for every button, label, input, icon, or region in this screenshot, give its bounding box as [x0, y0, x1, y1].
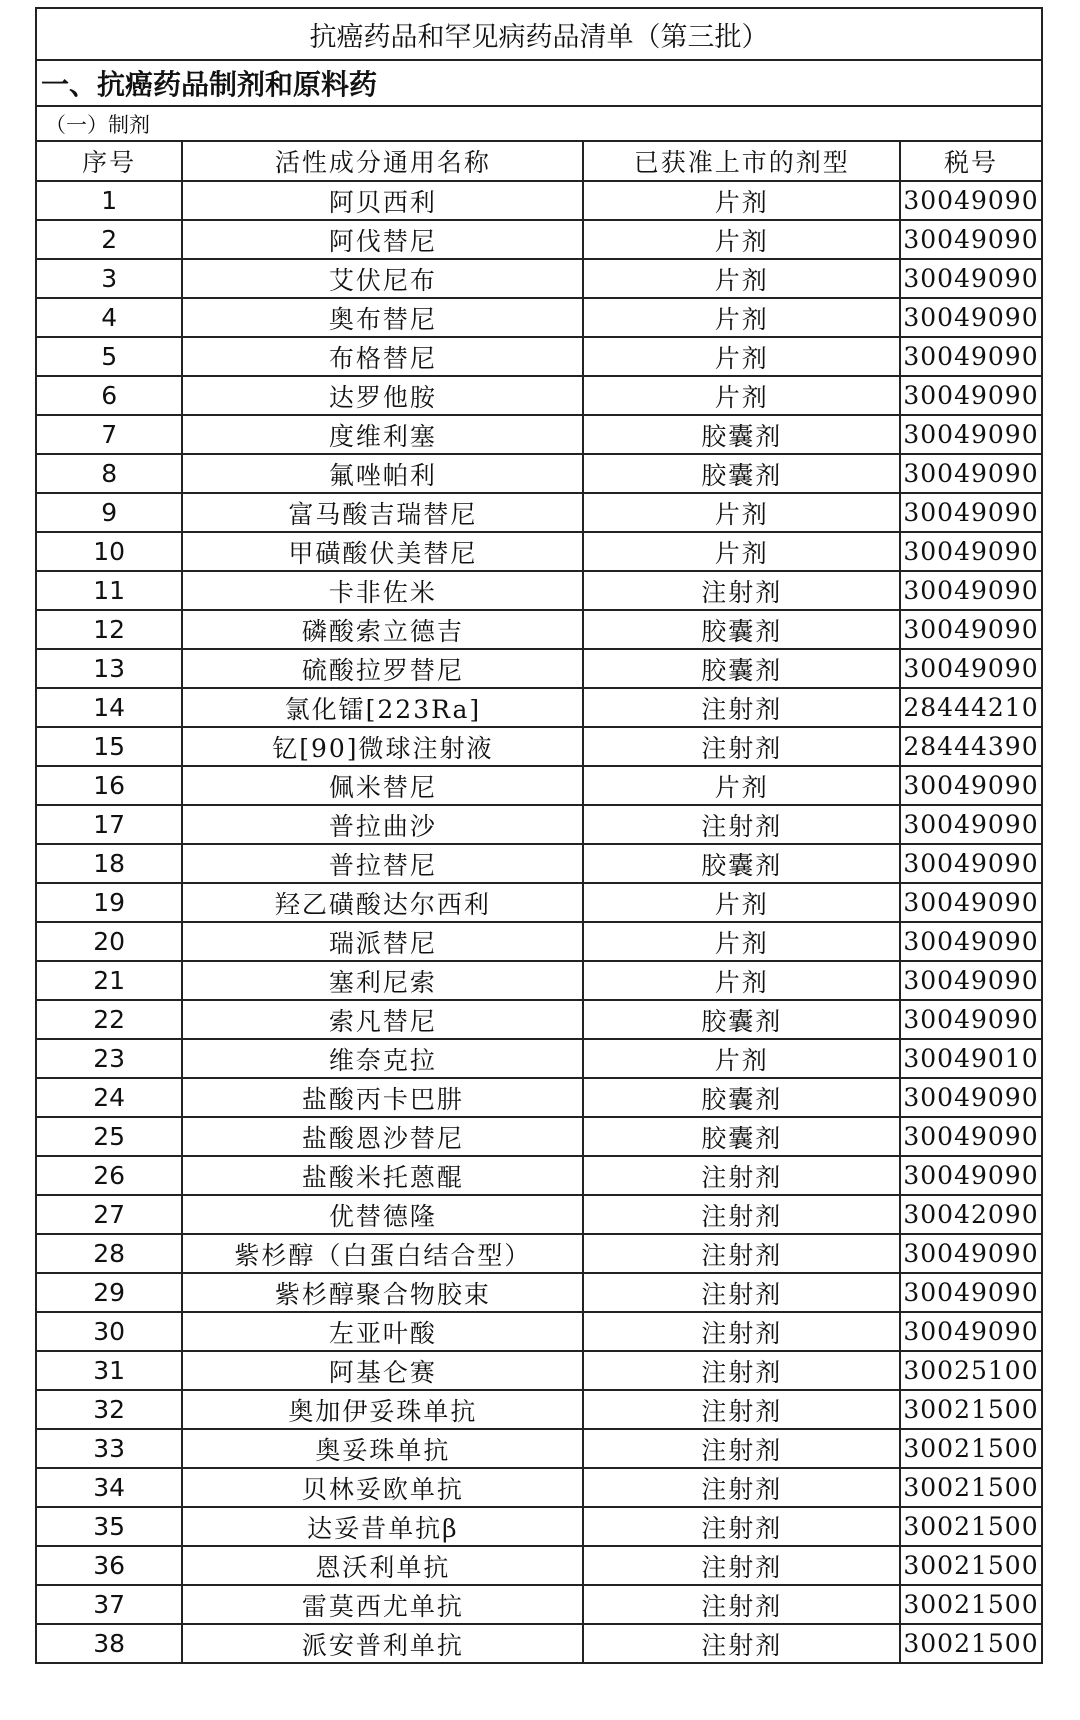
- row-dosage-form: 注射剂: [583, 1312, 900, 1351]
- row-number: 34: [36, 1468, 182, 1507]
- row-tariff-code: 30049090: [900, 571, 1042, 610]
- row-active-ingredient: 佩米替尼: [182, 766, 583, 805]
- row-dosage-form: 注射剂: [583, 688, 900, 727]
- section-heading: 一、抗癌药品制剂和原料药: [36, 60, 1042, 106]
- row-tariff-code: 30049090: [900, 766, 1042, 805]
- table-row: [36, 727, 1042, 766]
- table-row: [36, 1117, 1042, 1156]
- row-tariff-code: 30021500: [900, 1429, 1042, 1468]
- row-dosage-form: 片剂: [583, 259, 900, 298]
- row-dosage-form: 片剂: [583, 376, 900, 415]
- row-dosage-form: 片剂: [583, 883, 900, 922]
- row-active-ingredient: 普拉曲沙: [182, 805, 583, 844]
- table-row: [36, 1234, 1042, 1273]
- table-row: [36, 415, 1042, 454]
- column-header-name: 活性成分通用名称: [182, 141, 583, 181]
- row-tariff-code: 30049090: [900, 610, 1042, 649]
- row-active-ingredient: 贝林妥欧单抗: [182, 1468, 583, 1507]
- row-dosage-form: 胶囊剂: [583, 454, 900, 493]
- row-tariff-code: 30021500: [900, 1546, 1042, 1585]
- table-row: [36, 220, 1042, 259]
- row-active-ingredient: 氯化镭[223Ra]: [182, 688, 583, 727]
- row-number: 35: [36, 1507, 182, 1546]
- row-number: 15: [36, 727, 182, 766]
- row-number: 33: [36, 1429, 182, 1468]
- row-active-ingredient: 瑞派替尼: [182, 922, 583, 961]
- row-number: 1: [36, 181, 182, 220]
- table-row: [36, 1585, 1042, 1624]
- row-dosage-form: 片剂: [583, 298, 900, 337]
- row-number: 6: [36, 376, 182, 415]
- row-tariff-code: 30049090: [900, 181, 1042, 220]
- table-row: [36, 571, 1042, 610]
- row-number: 37: [36, 1585, 182, 1624]
- row-dosage-form: 注射剂: [583, 1507, 900, 1546]
- row-number: 27: [36, 1195, 182, 1234]
- row-dosage-form: 片剂: [583, 532, 900, 571]
- row-tariff-code: 30049090: [900, 805, 1042, 844]
- table-row: [36, 1624, 1042, 1663]
- row-tariff-code: 30049090: [900, 493, 1042, 532]
- table-row: [36, 298, 1042, 337]
- table-row: [36, 961, 1042, 1000]
- row-tariff-code: 30049090: [900, 1156, 1042, 1195]
- row-dosage-form: 片剂: [583, 220, 900, 259]
- row-dosage-form: 注射剂: [583, 1351, 900, 1390]
- row-number: 22: [36, 1000, 182, 1039]
- table-row: [36, 1468, 1042, 1507]
- section-row: [36, 60, 1042, 106]
- row-tariff-code: 30049090: [900, 220, 1042, 259]
- table-row: [36, 922, 1042, 961]
- row-active-ingredient: 恩沃利单抗: [182, 1546, 583, 1585]
- row-dosage-form: 胶囊剂: [583, 610, 900, 649]
- row-active-ingredient: 甲磺酸伏美替尼: [182, 532, 583, 571]
- table-row: [36, 610, 1042, 649]
- row-number: 12: [36, 610, 182, 649]
- row-dosage-form: 注射剂: [583, 1156, 900, 1195]
- table-row: [36, 493, 1042, 532]
- row-number: 10: [36, 532, 182, 571]
- row-dosage-form: 片剂: [583, 766, 900, 805]
- table-row: [36, 805, 1042, 844]
- table-row: [36, 649, 1042, 688]
- row-number: 9: [36, 493, 182, 532]
- row-active-ingredient: 奥加伊妥珠单抗: [182, 1390, 583, 1429]
- row-active-ingredient: 左亚叶酸: [182, 1312, 583, 1351]
- row-number: 18: [36, 844, 182, 883]
- row-dosage-form: 片剂: [583, 922, 900, 961]
- row-active-ingredient: 盐酸丙卡巴肼: [182, 1078, 583, 1117]
- table-row: [36, 1195, 1042, 1234]
- row-active-ingredient: 优替德隆: [182, 1195, 583, 1234]
- row-dosage-form: 注射剂: [583, 1468, 900, 1507]
- row-number: 8: [36, 454, 182, 493]
- row-tariff-code: 30049090: [900, 1078, 1042, 1117]
- row-tariff-code: 30049090: [900, 415, 1042, 454]
- row-number: 36: [36, 1546, 182, 1585]
- document-title: 抗癌药品和罕见病药品清单（第三批）: [36, 8, 1042, 60]
- row-number: 7: [36, 415, 182, 454]
- row-dosage-form: 片剂: [583, 1039, 900, 1078]
- row-active-ingredient: 雷莫西尤单抗: [182, 1585, 583, 1624]
- row-number: 17: [36, 805, 182, 844]
- row-number: 30: [36, 1312, 182, 1351]
- row-tariff-code: 30049090: [900, 1000, 1042, 1039]
- row-active-ingredient: 阿贝西利: [182, 181, 583, 220]
- table-row: [36, 1000, 1042, 1039]
- table-row: [36, 454, 1042, 493]
- table-row: [36, 1507, 1042, 1546]
- row-dosage-form: 注射剂: [583, 1585, 900, 1624]
- row-active-ingredient: 奥布替尼: [182, 298, 583, 337]
- row-active-ingredient: 维奈克拉: [182, 1039, 583, 1078]
- table-row: [36, 1156, 1042, 1195]
- row-tariff-code: 30049090: [900, 259, 1042, 298]
- table-row: [36, 1273, 1042, 1312]
- row-tariff-code: 30021500: [900, 1468, 1042, 1507]
- column-header-tariff-code: 税号: [900, 141, 1042, 181]
- row-tariff-code: 30025100: [900, 1351, 1042, 1390]
- row-dosage-form: 注射剂: [583, 1195, 900, 1234]
- row-dosage-form: 片剂: [583, 181, 900, 220]
- row-active-ingredient: 索凡替尼: [182, 1000, 583, 1039]
- column-header-dosage-form: 已获准上市的剂型: [583, 141, 900, 181]
- table-row: [36, 532, 1042, 571]
- row-active-ingredient: 盐酸恩沙替尼: [182, 1117, 583, 1156]
- row-tariff-code: 30049090: [900, 376, 1042, 415]
- row-dosage-form: 注射剂: [583, 1234, 900, 1273]
- table-row: [36, 1312, 1042, 1351]
- row-active-ingredient: 卡非佐米: [182, 571, 583, 610]
- row-active-ingredient: 氟唑帕利: [182, 454, 583, 493]
- table-row: [36, 766, 1042, 805]
- row-tariff-code: 30049090: [900, 454, 1042, 493]
- table-row: [36, 1351, 1042, 1390]
- row-dosage-form: 片剂: [583, 337, 900, 376]
- row-active-ingredient: 紫杉醇（白蛋白结合型）: [182, 1234, 583, 1273]
- row-active-ingredient: 阿伐替尼: [182, 220, 583, 259]
- row-tariff-code: 28444210: [900, 688, 1042, 727]
- row-number: 24: [36, 1078, 182, 1117]
- row-dosage-form: 胶囊剂: [583, 1117, 900, 1156]
- row-tariff-code: 30049010: [900, 1039, 1042, 1078]
- table-row: [36, 844, 1042, 883]
- column-header-number: 序号: [36, 141, 182, 181]
- row-tariff-code: 30049090: [900, 1234, 1042, 1273]
- row-tariff-code: 30021500: [900, 1585, 1042, 1624]
- row-active-ingredient: 达罗他胺: [182, 376, 583, 415]
- table-row: [36, 259, 1042, 298]
- row-active-ingredient: 派安普利单抗: [182, 1624, 583, 1663]
- row-active-ingredient: 布格替尼: [182, 337, 583, 376]
- row-number: 26: [36, 1156, 182, 1195]
- row-dosage-form: 胶囊剂: [583, 1078, 900, 1117]
- row-number: 19: [36, 883, 182, 922]
- row-active-ingredient: 富马酸吉瑞替尼: [182, 493, 583, 532]
- title-row: [36, 8, 1042, 60]
- row-dosage-form: 注射剂: [583, 1546, 900, 1585]
- row-dosage-form: 注射剂: [583, 727, 900, 766]
- row-tariff-code: 30049090: [900, 961, 1042, 1000]
- drug-list-table: [35, 7, 1043, 1664]
- row-tariff-code: 30049090: [900, 1273, 1042, 1312]
- row-dosage-form: 胶囊剂: [583, 649, 900, 688]
- column-header-row: [36, 141, 1042, 181]
- table-row: [36, 1390, 1042, 1429]
- row-active-ingredient: 羟乙磺酸达尔西利: [182, 883, 583, 922]
- row-active-ingredient: 硫酸拉罗替尼: [182, 649, 583, 688]
- table-row: [36, 688, 1042, 727]
- row-number: 14: [36, 688, 182, 727]
- table-row: [36, 181, 1042, 220]
- table-row: [36, 1546, 1042, 1585]
- row-number: 25: [36, 1117, 182, 1156]
- row-dosage-form: 胶囊剂: [583, 1000, 900, 1039]
- row-active-ingredient: 达妥昔单抗β: [182, 1507, 583, 1546]
- row-number: 23: [36, 1039, 182, 1078]
- row-dosage-form: 片剂: [583, 961, 900, 1000]
- row-number: 16: [36, 766, 182, 805]
- row-tariff-code: 28444390: [900, 727, 1042, 766]
- row-dosage-form: 注射剂: [583, 1273, 900, 1312]
- row-number: 5: [36, 337, 182, 376]
- row-number: 29: [36, 1273, 182, 1312]
- table-row: [36, 376, 1042, 415]
- row-number: 28: [36, 1234, 182, 1273]
- row-active-ingredient: 阿基仑赛: [182, 1351, 583, 1390]
- row-dosage-form: 片剂: [583, 493, 900, 532]
- row-tariff-code: 30049090: [900, 1117, 1042, 1156]
- row-number: 21: [36, 961, 182, 1000]
- table-row: [36, 883, 1042, 922]
- row-number: 11: [36, 571, 182, 610]
- row-tariff-code: 30021500: [900, 1390, 1042, 1429]
- row-active-ingredient: 奥妥珠单抗: [182, 1429, 583, 1468]
- row-number: 2: [36, 220, 182, 259]
- row-number: 38: [36, 1624, 182, 1663]
- row-dosage-form: 胶囊剂: [583, 415, 900, 454]
- row-active-ingredient: 盐酸米托蒽醌: [182, 1156, 583, 1195]
- row-tariff-code: 30049090: [900, 844, 1042, 883]
- table-row: [36, 1429, 1042, 1468]
- row-number: 13: [36, 649, 182, 688]
- row-dosage-form: 胶囊剂: [583, 844, 900, 883]
- row-number: 31: [36, 1351, 182, 1390]
- row-active-ingredient: 塞利尼索: [182, 961, 583, 1000]
- row-tariff-code: 30049090: [900, 532, 1042, 571]
- row-tariff-code: 30049090: [900, 1312, 1042, 1351]
- row-active-ingredient: 普拉替尼: [182, 844, 583, 883]
- row-dosage-form: 注射剂: [583, 1390, 900, 1429]
- row-tariff-code: 30049090: [900, 883, 1042, 922]
- row-tariff-code: 30021500: [900, 1624, 1042, 1663]
- table-row: [36, 337, 1042, 376]
- row-active-ingredient: 艾伏尼布: [182, 259, 583, 298]
- table-row: [36, 1078, 1042, 1117]
- row-dosage-form: 注射剂: [583, 1624, 900, 1663]
- subsection-heading: （一）制剂: [36, 106, 1042, 141]
- row-tariff-code: 30049090: [900, 649, 1042, 688]
- row-tariff-code: 30042090: [900, 1195, 1042, 1234]
- row-number: 3: [36, 259, 182, 298]
- row-tariff-code: 30049090: [900, 922, 1042, 961]
- row-tariff-code: 30049090: [900, 337, 1042, 376]
- row-active-ingredient: 钇[90]微球注射液: [182, 727, 583, 766]
- row-number: 20: [36, 922, 182, 961]
- row-active-ingredient: 紫杉醇聚合物胶束: [182, 1273, 583, 1312]
- row-dosage-form: 注射剂: [583, 571, 900, 610]
- row-tariff-code: 30021500: [900, 1507, 1042, 1546]
- row-dosage-form: 注射剂: [583, 805, 900, 844]
- row-dosage-form: 注射剂: [583, 1429, 900, 1468]
- table-row: [36, 1039, 1042, 1078]
- row-number: 4: [36, 298, 182, 337]
- row-number: 32: [36, 1390, 182, 1429]
- row-active-ingredient: 磷酸索立德吉: [182, 610, 583, 649]
- row-active-ingredient: 度维利塞: [182, 415, 583, 454]
- row-tariff-code: 30049090: [900, 298, 1042, 337]
- subsection-row: [36, 106, 1042, 141]
